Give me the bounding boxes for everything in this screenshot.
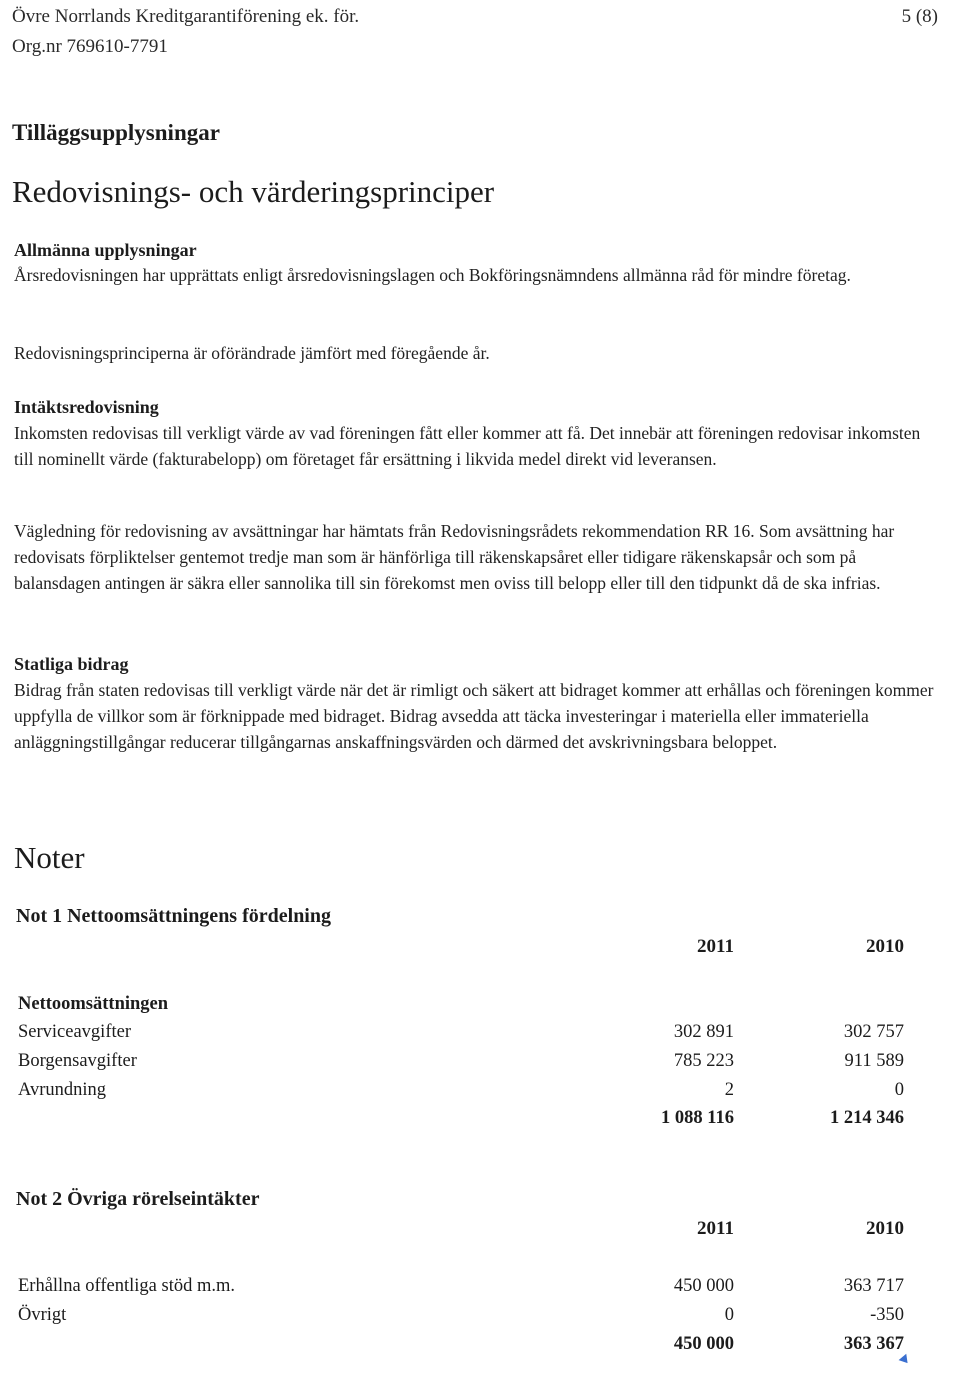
note2-row-2010: -350 (870, 1305, 904, 1325)
revenue-paragraph-2: Vägledning för redovisning av avsättningar har hämtats från Redovisningsrådets rekommendation RR 16. Som avsättning har redovisats förpliktelser gentemot tredje man som är hänförliga till räkenskapsåret eller tidigare räkenskapsår och som på balansdagen antingen är säkra eller sannolika till sin förekomst men oviss till belopp eller till den tidpunkt då de ska infrias. (14, 521, 895, 593)
note1-col-2010: 2010 (866, 936, 904, 957)
org-number: Org.nr 769610-7791 (12, 36, 168, 57)
org-name: Övre Norrlands Kreditgarantiförening ek. för. (12, 6, 360, 27)
note1-row-label: Borgensavgifter (18, 1051, 137, 1071)
notes-title: Noter (14, 840, 85, 875)
general-heading: Allmänna upplysningar (14, 240, 197, 260)
note2-title: Not 2 Övriga rörelseintäkter (16, 1188, 260, 1210)
note2-row-label: Övrigt (18, 1305, 67, 1325)
principles-title: Redovisnings- och värderingsprinciper (12, 174, 495, 209)
supplementary-title: Tilläggsupplysningar (12, 120, 220, 145)
note2-row-2011: 450 000 (673, 1276, 734, 1296)
revenue-paragraph-1: Inkomsten redovisas till verkligt värde av vad föreningen fått eller kommer att få. Det innebär att föreningen redovisar inkomsten till nominellt värde (fakturabelopp) om företaget får ersättning i likvida medel direkt vid leveransen. (14, 423, 921, 469)
grants-paragraph: Bidrag från staten redovisas till verkligt värde när det är rimligt och säkert att bidraget kommer att erhållas och föreningen kommer uppfylla de villkor som är förknippade med bidraget. Bidrag avsedda att täcka investeringar i materiella eller immateriella anläggningstillgångar reducerar tillgångarnas anskaffningsvärden och därmed det avskrivningsbara beloppet. (14, 680, 934, 752)
note1-row-2011: 302 891 (673, 1022, 734, 1042)
note1-row-label: Serviceavgifter (18, 1022, 131, 1042)
note2-row-2011: 0 (724, 1305, 734, 1325)
page-number: 5 (8) (901, 6, 938, 27)
note1-row-2011: 2 (724, 1080, 734, 1100)
note1-row-label: Avrundning (18, 1080, 107, 1100)
note2-col-2010: 2010 (866, 1218, 904, 1239)
note1-row-2010: 911 589 (844, 1051, 904, 1071)
note2-row-label: Erhållna offentliga stöd m.m. (18, 1276, 235, 1296)
note1-total-2011: 1 088 116 (661, 1108, 734, 1128)
note2-row-2010: 363 717 (843, 1276, 904, 1296)
checkmark-icon (899, 1354, 912, 1367)
general-paragraph-2: Redovisningsprinciperna är oförändrade jämfört med föregående år. (14, 343, 490, 363)
grants-heading: Statliga bidrag (14, 654, 129, 674)
note1-col-2011: 2011 (697, 936, 734, 957)
note1-group-label: Nettoomsättningen (18, 994, 169, 1014)
revenue-heading: Intäktsredovisning (14, 397, 159, 417)
note2-total-2010: 363 367 (843, 1334, 904, 1354)
note1-row-2010: 0 (894, 1080, 904, 1100)
note1-row-2010: 302 757 (843, 1022, 904, 1042)
note1-title: Not 1 Nettoomsättningens fördelning (16, 905, 331, 927)
note1-total-2010: 1 214 346 (830, 1108, 904, 1128)
note1-row-2011: 785 223 (673, 1051, 734, 1071)
note2-col-2011: 2011 (697, 1218, 734, 1239)
general-paragraph-1: Årsredovisningen har upprättats enligt årsredovisningslagen och Bokföringsnämndens allmänna råd för mindre företag. (14, 265, 851, 285)
note2-total-2011: 450 000 (673, 1334, 734, 1354)
